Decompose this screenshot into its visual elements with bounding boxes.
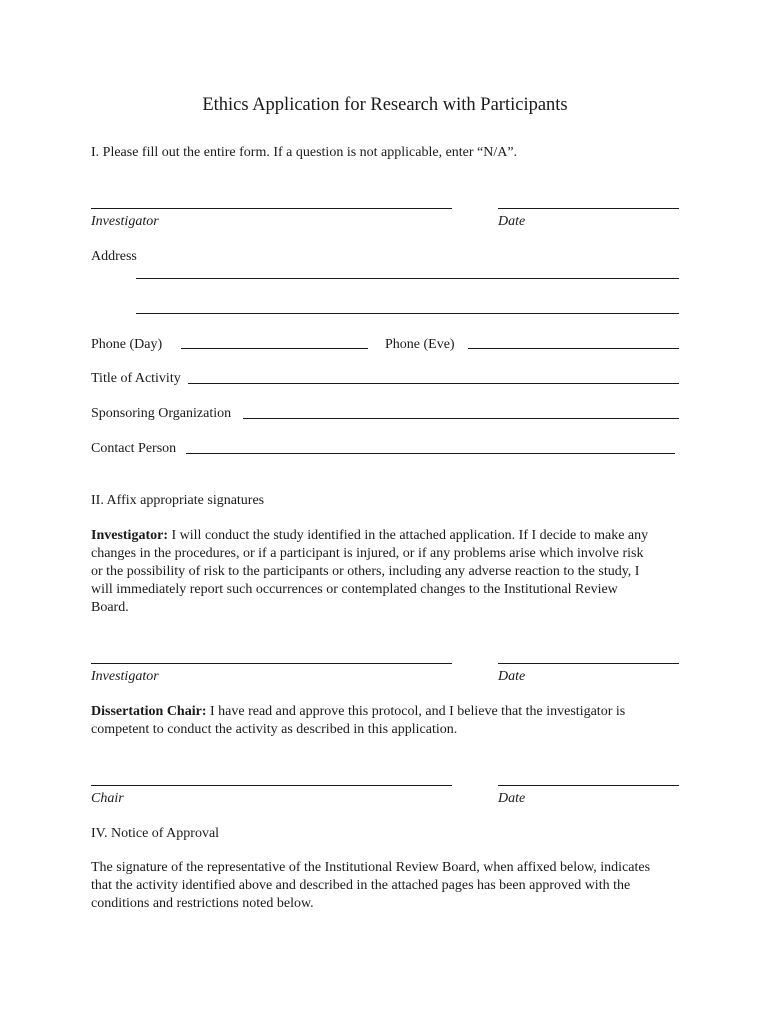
investigator-statement-line: Investigator: I will conduct the study identified in the attached application. If I decide to make any (91, 528, 649, 543)
phone-day-label: Phone (Day) (91, 337, 163, 352)
chair-date-label: Date (498, 791, 526, 806)
investigator-signature-line-2[interactable] (91, 663, 452, 664)
date-label: Date (498, 214, 526, 229)
contact-person-label: Contact Person (91, 441, 177, 456)
address-line-2[interactable] (136, 313, 679, 314)
phone-eve-label: Phone (Eve) (385, 337, 455, 352)
investigator-label: Investigator (91, 214, 159, 229)
contact-person-line[interactable] (186, 453, 675, 454)
chair-statement-line: Dissertation Chair: I have read and approve this protocol, and I believe that the investigator is (91, 704, 626, 719)
chair-signature-line[interactable] (91, 785, 452, 786)
address-line-1[interactable] (136, 278, 679, 279)
chair-statement-line: competent to conduct the activity as described in this application. (91, 722, 458, 737)
section1-instruction: I. Please fill out the entire form. If a question is not applicable, enter “N/A”. (91, 145, 518, 160)
chair-statement (91, 703, 691, 739)
investigator-statement-line: will immediately report such occurrences or contemplated changes to the Institutional Review (91, 582, 618, 597)
section2-heading: II. Affix appropriate signatures (91, 493, 265, 508)
chair-statement-label: Dissertation Chair: (91, 704, 207, 719)
phone-eve-line[interactable] (468, 348, 679, 349)
investigator-statement-label: Investigator: (91, 528, 168, 543)
investigator-signature-line[interactable] (91, 208, 452, 209)
investigator-statement-line: Board. (91, 600, 129, 615)
phone-day-line[interactable] (181, 348, 368, 349)
investigator-date-line-2[interactable] (498, 663, 679, 664)
approval-notice (91, 859, 691, 913)
sponsoring-organization-line[interactable] (243, 418, 679, 419)
investigator-statement-line: or the possibility of risk to the participants or others, including any adverse reaction to the study, I (91, 564, 640, 579)
title-of-activity-label: Title of Activity (91, 371, 181, 386)
chair-date-line[interactable] (498, 785, 679, 786)
sponsoring-organization-label: Sponsoring Organization (91, 406, 232, 421)
approval-notice-line: The signature of the representative of the Institutional Review Board, when affixed below, indicates (91, 860, 651, 875)
title-of-activity-line[interactable] (188, 383, 679, 384)
address-label: Address (91, 249, 137, 264)
investigator-date-line[interactable] (498, 208, 679, 209)
document-title: Ethics Application for Research with Participants (202, 95, 568, 115)
investigator-statement-line: changes in the procedures, or if a participant is injured, or if any problems arise which involve risk (91, 546, 644, 561)
investigator-statement (91, 527, 691, 617)
approval-notice-line: conditions and restrictions noted below. (91, 896, 314, 911)
section4-heading: IV. Notice of Approval (91, 826, 220, 841)
approval-notice-line: that the activity identified above and described in the attached pages has been approved with the (91, 878, 631, 893)
chair-signature-label: Chair (91, 791, 124, 806)
investigator-signature-label: Investigator (91, 669, 159, 684)
investigator-date-label: Date (498, 669, 526, 684)
